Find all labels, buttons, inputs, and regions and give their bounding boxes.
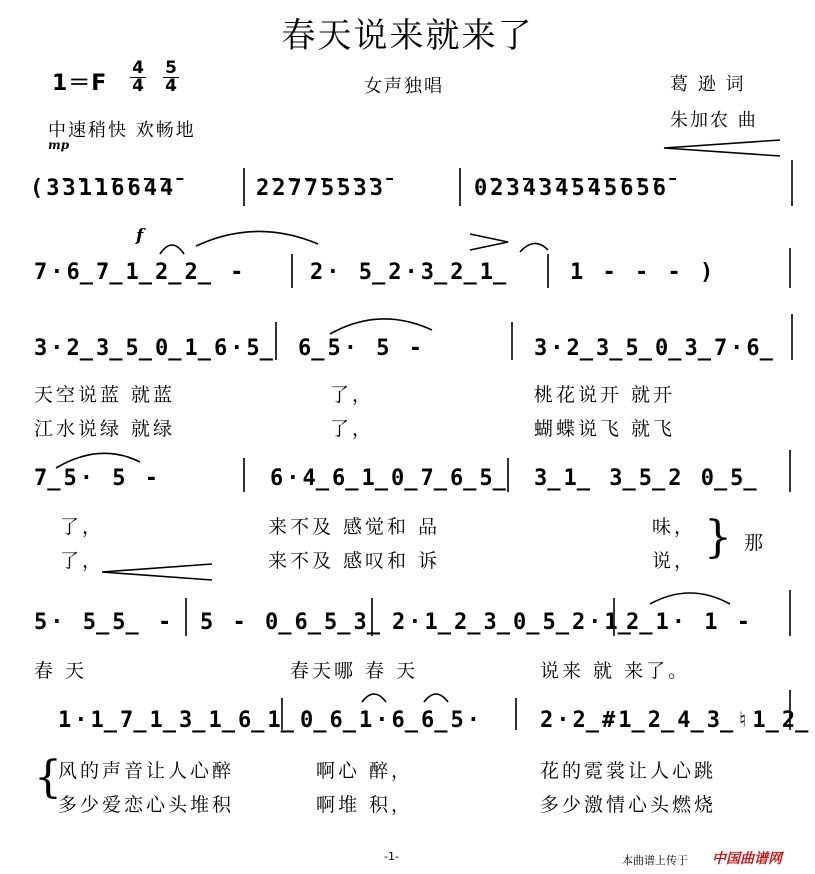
lyricist: 葛 逊 词	[670, 74, 746, 95]
key-signature: 1＝F	[52, 71, 108, 96]
dynamic-mp: mp	[48, 138, 70, 152]
lyric-row-4-v2-c: 说，	[652, 550, 697, 572]
performance-type: 女声独唱	[364, 76, 444, 97]
notation-row-6-bar-2: 0̲6̲1·6̲6̲5·	[300, 708, 483, 733]
notation-row-1-bar-2: 2̄2̄7̄7̄5̄5̄3̄3̄	[256, 176, 386, 201]
notation-row-3-bar-3: 3·2̲3̲5̲0̲3̲7·6̲	[534, 336, 776, 361]
notation-row-6-bar-3: 2·2̲#1̲2̲4̲3̲♮1̲2̲	[540, 708, 812, 733]
slur	[650, 593, 730, 604]
notation-row-4-bar-2: 6·4̲6̲1̲0̲7̲6̲5̲	[270, 466, 509, 491]
crescendo-hairpin	[102, 564, 212, 580]
notation-row-3-bar-2: 6̲5· 5 -	[298, 336, 425, 361]
slur	[196, 231, 318, 246]
lyric-row-5-a: 春 天	[34, 660, 88, 682]
lyric-row-4-v1-b: 来不及 感觉和 品	[268, 516, 441, 538]
notation-row-1-bar-3: 0̄2̄3̄4̄3̄4̄5̄4̄5̄6̄5̄6̄	[474, 176, 669, 201]
lyric-row-6-v2-b: 啊堆 积，	[316, 794, 414, 816]
notation-row-5-bar-1: 5· 5̲5̲ -	[34, 610, 175, 635]
lyric-row-4-v1-c: 味，	[652, 516, 697, 538]
lyric-row-3-v1-c: 桃花说开 就开	[534, 384, 676, 406]
upload-note: 本曲谱上传于	[622, 854, 688, 867]
notation-row-5-bar-2: 5 - 0̲6̲5̲3̲	[200, 610, 383, 635]
lyric-row-3-v2-a: 江水说绿 就绿	[34, 418, 176, 440]
lyric-row-6-v1-b: 啊心 醉，	[316, 760, 414, 782]
notation-row-6-bar-1: 1·1̲7̲1̲3̲1̲6̲1̲	[58, 708, 297, 733]
lyric-row-4-extra: 那	[744, 532, 767, 554]
lyric-row-5-b: 春天哪 春 天	[290, 660, 419, 682]
lyric-row-4-v1-a: 了，	[60, 516, 105, 538]
time-signature-4-4: 4 4	[130, 60, 146, 95]
slur	[424, 694, 448, 702]
notation-row-2-bar-1: 7·6̲7̲1̲2̲2̲ -	[34, 260, 247, 285]
notation-row-5-bar-3: 2·1̲2̲3̲0̲5̲2·1̲	[392, 610, 634, 635]
tempo-marking: 中速稍快 欢畅地	[48, 120, 196, 141]
composer: 朱加农 曲	[670, 110, 758, 131]
slur	[520, 243, 548, 252]
site-logo: 中国曲谱网	[712, 851, 782, 867]
lyric-row-4-v2-b: 来不及 感叹和 诉	[268, 550, 441, 572]
notation-row-1-bar-1: (3̄3̄1̄1̄6̄6̄4̄4̄	[30, 176, 177, 201]
notation-row-2-bar-2: 2· 5̲2·3̲2̲1̲	[310, 260, 510, 285]
lyric-row-6-v2-c: 多少激情心头燃烧	[540, 794, 717, 816]
lyric-row-6-v1-a: 风的声音让人心醉	[58, 760, 235, 782]
lyric-row-4-v2-a: 了，	[60, 550, 105, 572]
slur	[362, 694, 386, 702]
verse-brace-left: {	[34, 752, 62, 803]
accent-hairpin	[470, 234, 508, 250]
time-signature-5-4: 5 4	[163, 60, 179, 95]
lyric-row-3-v1-b: 了，	[330, 384, 375, 406]
lyric-row-6-v2-a: 多少爱恋心头堆积	[58, 794, 235, 816]
dynamic-f: f	[136, 226, 144, 246]
slur	[56, 453, 140, 468]
lyric-row-6-v1-c: 花的霓裳让人心跳	[540, 760, 717, 782]
notation-row-5-bar-4: 2̲1· 1 -	[626, 610, 753, 635]
notation-row-4-bar-3: 3̲1̲ 3̲5̲2 0̲5̲	[534, 466, 760, 491]
notation-row-4-bar-1: 7̲5· 5 -	[34, 466, 161, 491]
page-number: -1-	[384, 850, 399, 863]
slur	[330, 319, 432, 334]
lyric-row-3-v2-b: 了，	[330, 418, 375, 440]
slur	[160, 245, 184, 254]
lyric-row-3-v1-a: 天空说蓝 就蓝	[34, 384, 176, 406]
lyric-row-5-c: 说来 就 来了。	[540, 660, 691, 682]
verse-brace: }	[704, 512, 732, 563]
lyric-row-3-v2-c: 蝴蝶说飞 就飞	[534, 418, 676, 440]
song-title: 春天说来就来了	[281, 16, 534, 56]
notation-row-3-bar-1: 3·2̲3̲5̲0̲1̲6·5̲	[34, 336, 276, 361]
notation-row-2-bar-3: 1 - - - )	[570, 260, 717, 285]
decrescendo-hairpin	[664, 140, 780, 156]
